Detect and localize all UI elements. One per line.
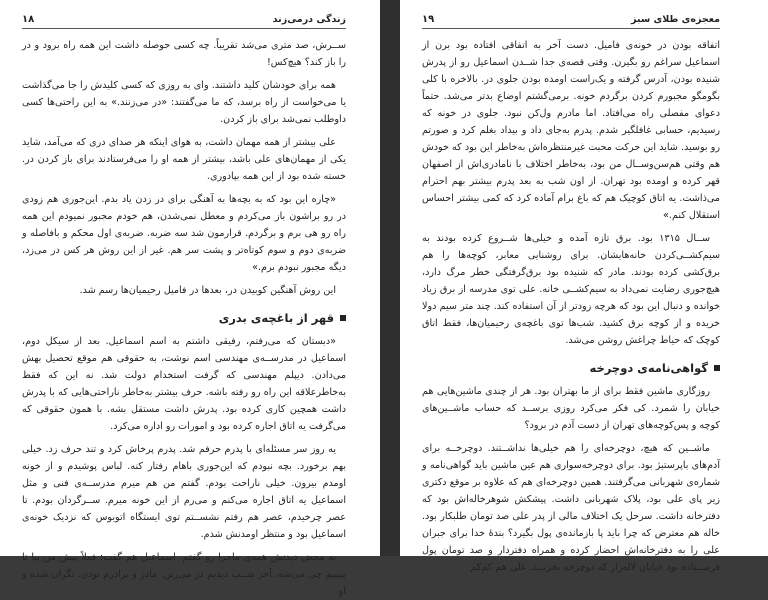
right-page bbox=[400, 0, 768, 573]
paragraph: همه برای خودشان کلید داشتند. وای به روزی که کسی کلیدش را جا می‌گذاشت یا می‌خواست از راه برسد، که ما می‌گفتند: «در می‌زنند.» به این راحتی‌ها کسی داوطلب نمی‌شد برای باز کردن. bbox=[22, 80, 346, 125]
right-page-header bbox=[422, 4, 720, 29]
section-heading bbox=[22, 311, 346, 325]
left-page-header bbox=[22, 4, 346, 29]
bullet-square-icon bbox=[340, 315, 346, 321]
paragraph: این روش آهنگین کوبیدن در، بعدها در فامیل رحیمیان‌ها رسم شد. bbox=[79, 285, 336, 296]
running-title: معجزه‌ی طلای سبز bbox=[631, 14, 720, 25]
paragraph: ســال ۱۳۱۵ بود. برق تازه آمده و خیلی‌ها شــروع کرده بودند به سیم‌کشــی‌کردن خانه‌هایشان. برای روشنایی معابر، کوچه‌ها را هم برق‌کشی کرده بودند. مادر که شنیده بود برق‌گرفتگی خطر مرگ دارد، هیچ‌جوری رضایت نمی‌داد به سیم‌کشــی خانه. علی توی مدرسه از برق زیاد خوانده و دنبال این بود که هرچه زودتر از آن استفاده کند. چند متر سیم دولا خریده و از کوچه برق کشید. شب‌ها توی باغچه‌ی رحیمیان‌ها، فقط اتاق کوچک که حیاط چراغش روشن می‌شد. bbox=[422, 233, 720, 346]
section-title: گواهی‌نامه‌ی دوچرخه bbox=[589, 361, 708, 375]
bullet-square-icon bbox=[714, 365, 720, 371]
running-title: زندگی درمی‌زند bbox=[272, 14, 346, 25]
paragraph: ســرش، صد متری می‌شد تقریباً. چه کسی حوصله داشت این همه راه برود و در را باز کند؟ هیچ‌کس! bbox=[22, 40, 346, 68]
page-number: ۱۸ bbox=[22, 14, 35, 25]
paragraph: علی بیشتر از همه مهمان داشت، به هوای اینکه هر صدای دری که می‌آمد، شاید یکی از مهمان‌های علی باشد، بیشتر از همه او را می‌فرستادند برای باز کردن در. خسته شده بود از این همه بپادوری. bbox=[22, 137, 346, 182]
paragraph: به محض دیدنش همه‌ی ماجرا رو گفتم. اسماعیل هم گفت: فعلاً پیش من بیا تا ببینیم چی می‌شه. آخر شــب دیدیم در می‌زنن. مادر و برادرم بودن. نگران شده و او bbox=[22, 552, 346, 597]
section-heading bbox=[422, 361, 720, 375]
paragraph: یه روز سر مسئله‌ای با پدرم حرفم شد. پدرم پرخاش کرد و تند حرف زد. خیلی بهم برخورد. بچه نبودم که این‌جوری باهام رفتار کنه. لباس پوشیدم و از خونه اومدم بیرون. خیلی ناراحت بودم. گفتم من هم میرم مدرســه‌ی فنی و مثل اسماعیل یه اتاق اجاره می‌کنم و می‌رم از این خونه میرم. ســرگردان بودم. تا عصر چرخیدم، عصر هم رفتم نشســتم توی ایستگاه اتوبوس که نزدیک خونه‌ی اسماعیل بود و منتظر اومدنش شدم. bbox=[22, 444, 346, 540]
page-number: ۱۹ bbox=[422, 14, 435, 25]
paragraph: ماشــین که هیچ، دوچرخه‌ای را هم خیلی‌ها نداشــتند. دوچرخــه برای آدم‌های باپرستیژ بود. برای دوچرخه‌سواری هم عین ماشین باید گواهی‌نامه و شماره‌ی شهربانی می‌گرفتند. همین دوچرخه‌ای هم که علاوه بر موقع دکتری زیر پای علی بود، پلاک شهربانی داشت. پیشکش شوهرخاله‌اش بود که دفترخانه داشت. سرحل یک اختلاف مالی از پدر علی صد تومان طلبکار بود. خاله هم معترض که چرا باید پا بازمانده‌ی پول بگیرد؟ بندهٔ خدا برای جبران علی را به دفترخانه‌اش احضار کرده و همراه دفتردار و صد تومان پول فرســتاده بود خیابان لاله‌زار که دوچرخه بخرنــد. علی هم کم‌کم bbox=[422, 443, 720, 573]
section-title: قهر از باغچه‌ی بدری bbox=[218, 311, 334, 325]
paragraph: روزگاری ماشین فقط برای از ما بهتران بود. هر از چندی ماشین‌هایی هم خیابان را شمرد. کی فکر می‌کرد روزی برســد که حساب ماشــین‌های کوچه و پس‌کوچه‌های تهران از دست آدم در برود؟ bbox=[422, 386, 720, 431]
paragraph: «چاره این بود که به بچه‌ها به آهنگی برای در زدن یاد بدم. این‌جوری هم زودی در رو براشون باز می‌کردم و معطل نمی‌شدن، هم خودم مجبور نمیودم این همه راه رو هی برم و برگردم. قرارمون شد سه ضربه. ضربه‌ی اول محکم و بافاصله و ضربه‌ی دوم و سوم کوتاه‌تر و پشت سر هم. غیر از این روش هر کس در می‌زد، دیگه مجبور نبودم برم.» bbox=[22, 194, 346, 273]
book-gutter bbox=[380, 0, 400, 556]
left-page bbox=[0, 0, 380, 597]
paragraph: اتفاقه بودن در خونه‌ی فامیل. دست آخر به اتفاقی افتاده بود برن از اسماعیل سراغم رو بگیرن. وقتی قصه‌ی جدا شــدن اسماعیل رو از پدرش شنیده بودن، آدرس گرفته و یک‌راست اومده بودن جلوی در. بالاخره با کلی بگومگو مجبورم کردن برگردم خونه. برمی‌گشتم اوضاع بدتر می‌شد. حتماً دعوای مفصلی راه می‌افتاد. اما مادرم ول‌کن نبود. جلوی در خونه که رسیدیم، حسابی غافلگیر شدم. پدرم به‌جای داد و بیداد بغلم کرد و صورتم رو بوسید. شاید این حرکت محبت غیرمنتظره‌اش به‌خاطر این بود که خودش هم وقتی هم‌سن‌وســال من بود، به‌خاطر اختلاف با نامادری‌اش از اصفهان قهر کرده و اومده بود تهران. از اون شب به بعد پدرم بیشتر بهم احترام می‌ذاشت. یه اتاق کوچیک هم که باغ برام آماده کرد که کمی بیشتر احساس استقلال کنم.» bbox=[422, 40, 720, 221]
paragraph: «دبستان که می‌رفتم، رفیقی داشتم به اسم اسماعیل. بعد از سیکل دوم، اسماعیل در مدرســه‌ی مهندسی اسم نوشت، به حقوقی هم موقع تحصیل بهش می‌دادن. دیپلم مهندسی که گرفت استخدام دولت شد. نه این که فقط به‌خاطرعلاقه این راه رو رفته باشه. حرف بیشتر به‌خاطر ناراحتی‌هایی که با پدرش داشت همچین کاری کرده بود. پدرش داشت مستقل بشه. با همون حقوقی که می‌گرفت یه اتاق اجاره کرده بود و امورات رو اداره می‌کرد. bbox=[22, 336, 346, 432]
